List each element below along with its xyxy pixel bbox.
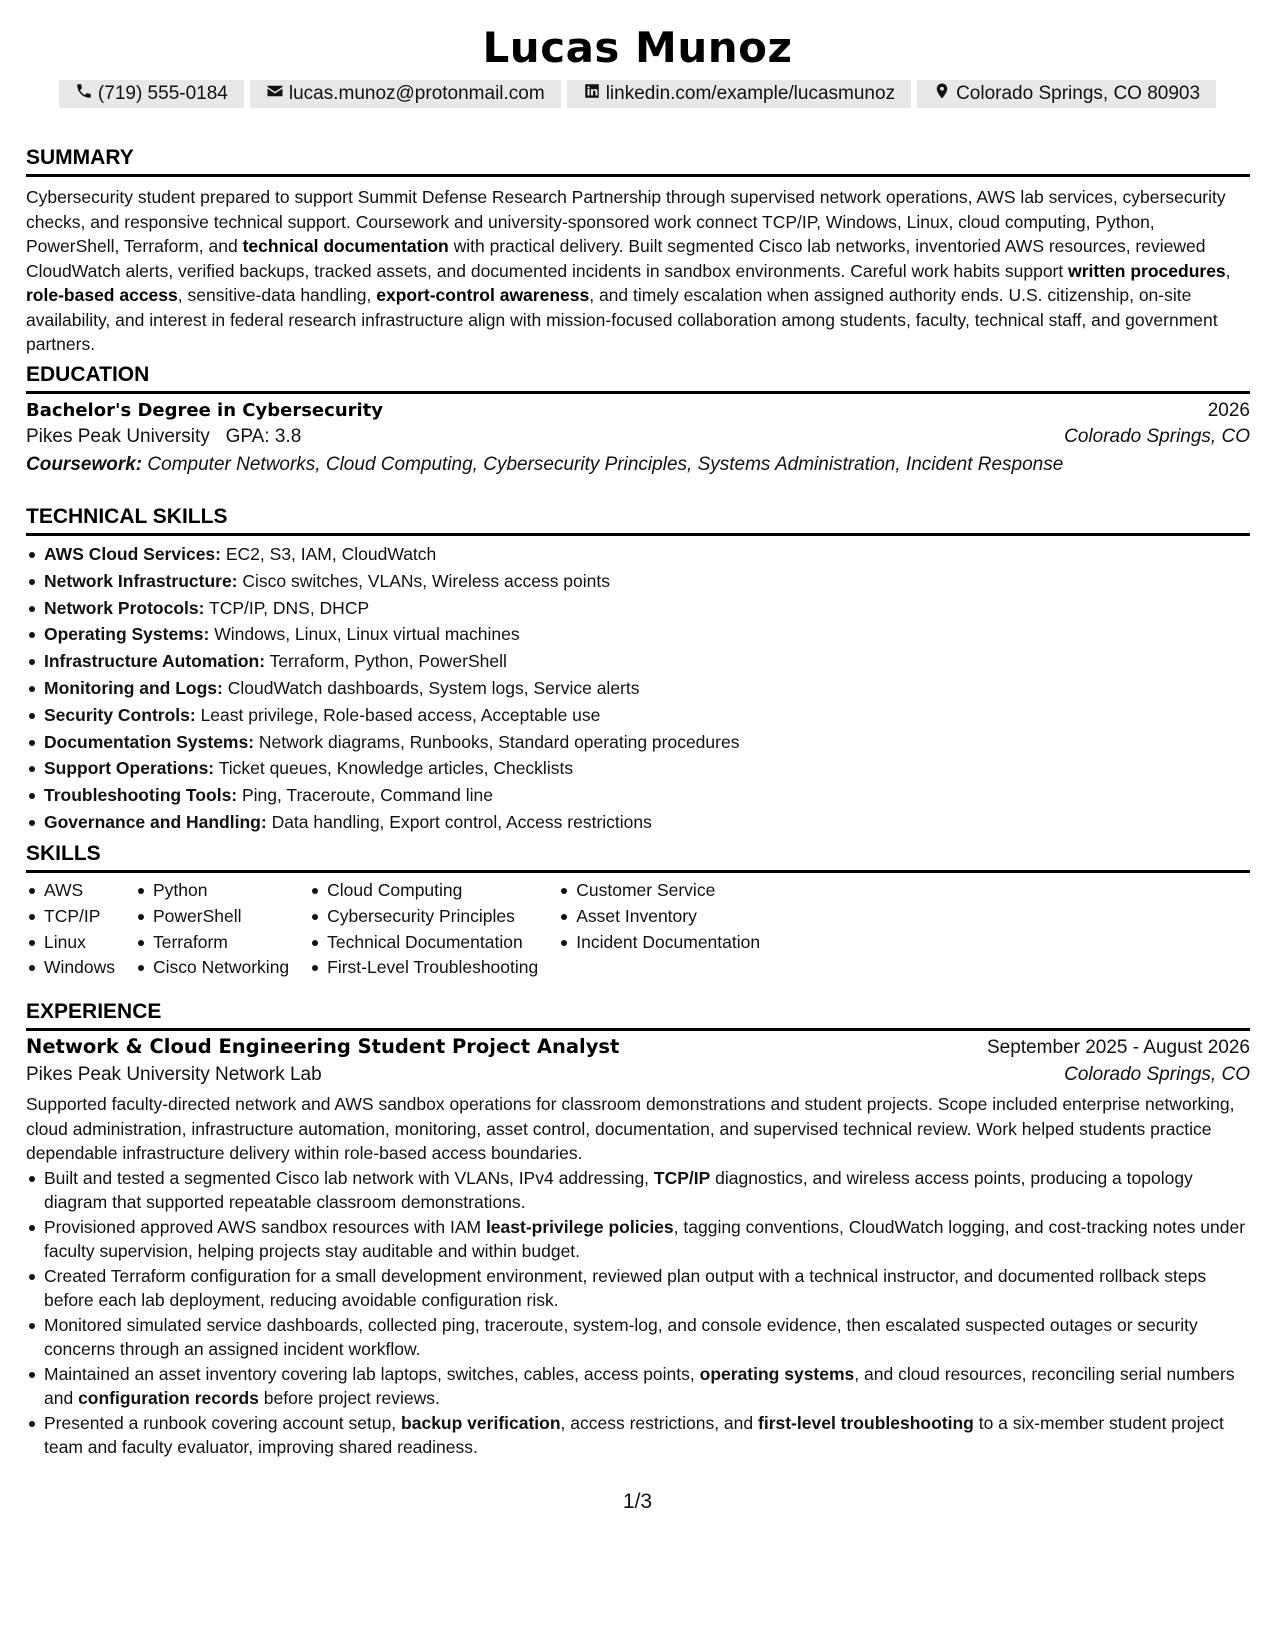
technical-skills-section: [26, 503, 1250, 836]
skill-item: Customer Service: [558, 878, 760, 904]
experience-bullet: [26, 1313, 1250, 1362]
coursework-line: [26, 454, 1250, 476]
section-divider: [26, 391, 1250, 394]
skill-values: Ping, Traceroute, Command line: [242, 785, 493, 806]
section-divider: [26, 870, 1250, 873]
technical-skill-item: [26, 729, 1250, 756]
technical-skill-item: [26, 702, 1250, 729]
bold-phrase: least-privilege policies: [485, 1216, 674, 1237]
degree-title: Bachelor's Degree in Cybersecurity: [26, 400, 384, 421]
skill-item: First-Level Troubleshooting: [309, 955, 538, 981]
text-run: ,: [1225, 260, 1231, 281]
job-location: Colorado Springs, CO: [1064, 1064, 1250, 1085]
skill-category: Network Infrastructure:: [44, 570, 238, 591]
section-divider: [26, 533, 1250, 536]
experience-bullet: [26, 1215, 1250, 1264]
job-org-row: [26, 1064, 1250, 1086]
skill-item: Linux: [26, 930, 115, 956]
skill-values: Terraform, Python, PowerShell: [269, 651, 507, 672]
text-run: to a six-member student project team and faculty evaluator, improving shared readiness.: [44, 1412, 1224, 1457]
skill-values: Ticket queues, Knowledge articles, Checklists: [218, 758, 574, 779]
job-dates: September 2025 - August 2026: [986, 1037, 1250, 1058]
skill-category: Security Controls:: [44, 704, 196, 725]
envelope-icon: [266, 82, 289, 106]
section-title: EXPERIENCE: [26, 1000, 162, 1023]
contact-location: [917, 80, 1216, 108]
text-run: Monitored simulated service dashboards, collected ping, traceroute, system-log, and console evidence, then escalated suspected outages or security concerns through an assigned incident workflow.: [44, 1314, 1198, 1359]
technical-skill-item: [26, 809, 1250, 836]
section-title: EDUCATION: [26, 363, 150, 386]
skills-column: [135, 878, 289, 981]
contact-bar: [0, 80, 1275, 108]
job-title: Network & Cloud Engineering Student Project Analyst: [26, 1035, 620, 1058]
technical-skill-item: [26, 541, 1250, 568]
skill-item: Asset Inventory: [558, 904, 760, 930]
bold-phrase: operating systems: [699, 1363, 855, 1384]
bold-phrase: written procedures: [1068, 260, 1226, 281]
school-name: Pikes Peak University: [26, 426, 210, 447]
linkedin-text: linkedin.com/example/lucasmunoz: [605, 83, 896, 104]
school-row: [26, 426, 1250, 448]
skill-values: Windows, Linux, Linux virtual machines: [214, 624, 520, 645]
text-run: Built and tested a segmented Cisco lab network with VLANs, IPv4 addressing,: [44, 1167, 654, 1188]
skill-values: EC2, S3, IAM, CloudWatch: [225, 544, 437, 564]
job-org: Pikes Peak University Network Lab: [26, 1064, 322, 1085]
skills-column: [309, 878, 538, 981]
skill-item: TCP/IP: [26, 904, 115, 930]
education-row: [26, 400, 1250, 422]
text-run: Cybersecurity student prepared to support Summit Defense Research Partnership through supervised network operations, AWS lab services, cybersecurity checks, and responsive technical support. Coursework and university-sponsored work connect TCP/IP, Windows, Linux, cloud computing, Python, PowerShell, Terraform, and: [26, 187, 1226, 256]
phone-icon: [75, 82, 98, 106]
contact-email[interactable]: [250, 80, 561, 108]
bold-phrase: TCP/IP: [653, 1167, 711, 1188]
job-description: Supported faculty-directed network and AWS sandbox operations for classroom demonstrations and student projects. Scope included enterprise networking, cloud administration, infrastructure automation, monitoring, asset control, documentation, and supervised technical review. Work helped students practice dependable infrastructure delivery within role-based access boundaries.: [26, 1094, 1235, 1163]
section-title: SKILLS: [26, 842, 101, 865]
bold-phrase: first-level troubleshooting: [758, 1412, 974, 1433]
skill-values: Data handling, Export control, Access restrictions: [271, 811, 652, 832]
technical-skill-item: [26, 675, 1250, 702]
technical-skill-item: [26, 621, 1250, 648]
text-run: , and timely escalation when assigned authority ends. U.S. citizenship, on-site availability, and interest in federal research infrastructure align with mission-focused collaboration among students, faculty, technical staff, and government partners.: [26, 285, 1218, 354]
skill-item: Terraform: [135, 930, 289, 956]
experience-bullet: [26, 1362, 1250, 1411]
technical-skill-item: [26, 782, 1250, 809]
coursework-list: Computer Networks, Cloud Computing, Cybersecurity Principles, Systems Administration, Incident Response: [147, 454, 1064, 475]
technical-skill-item: [26, 595, 1250, 622]
bold-phrase: technical documentation: [242, 236, 449, 256]
text-run: , tagging conventions, CloudWatch logging, and cost-tracking notes under faculty supervision, helping projects stay auditable and within budget.: [44, 1216, 1246, 1261]
skill-values: Network diagrams, Runbooks, Standard operating procedures: [258, 731, 740, 752]
skills-column: [26, 878, 115, 981]
candidate-name: Lucas Munoz: [482, 23, 793, 72]
technical-skill-item: [26, 568, 1250, 595]
skill-values: CloudWatch dashboards, System logs, Service alerts: [227, 677, 640, 698]
contact-linkedin[interactable]: [567, 80, 911, 108]
school-location: Colorado Springs, CO: [1064, 426, 1250, 447]
skill-values: Least privilege, Role-based access, Acceptable use: [200, 704, 601, 725]
text-run: with practical delivery. Built segmented Cisco lab networks, inventoried AWS resources, reviewed CloudWatch alerts, verified backups, tracked assets, and documented incidents in sandbox environments. Careful work habits support: [26, 236, 1206, 281]
technical-skills-list: [26, 541, 1250, 836]
skills-column: [558, 878, 760, 981]
skill-category: Monitoring and Logs:: [44, 677, 223, 698]
text-run: diagnostics, and wireless access points, producing a topology diagram that supported repeatable classroom demonstrations.: [44, 1167, 1193, 1212]
skill-item: Technical Documentation: [309, 930, 538, 956]
job-bullets: [26, 1166, 1250, 1460]
skill-item: Incident Documentation: [558, 930, 760, 956]
experience-bullet: [26, 1166, 1250, 1215]
section-title: TECHNICAL SKILLS: [26, 505, 228, 528]
skill-item: Python: [135, 878, 289, 904]
skill-item: Cisco Networking: [135, 955, 289, 981]
graduation-year: 2026: [1207, 400, 1250, 421]
skill-category: Operating Systems:: [44, 624, 210, 645]
gpa: GPA: 3.8: [225, 426, 302, 447]
experience-bullet: [26, 1264, 1250, 1313]
skill-category: Documentation Systems:: [44, 731, 255, 752]
text-run: , access restrictions, and: [560, 1412, 758, 1433]
text-run: Presented a runbook covering account setup,: [44, 1412, 402, 1433]
section-divider: [26, 1028, 1250, 1031]
technical-skill-item: [26, 755, 1250, 782]
coursework-label: Coursework:: [26, 454, 143, 475]
section-title: SUMMARY: [26, 146, 134, 169]
bold-phrase: backup verification: [401, 1412, 561, 1433]
skill-values: TCP/IP, DNS, DHCP: [209, 597, 370, 618]
skill-category: Network Protocols:: [44, 597, 205, 618]
text-run: before project reviews.: [258, 1388, 440, 1408]
phone-text: (719) 555-0184: [97, 83, 228, 104]
text-run: Provisioned approved AWS sandbox resources with IAM: [44, 1216, 486, 1237]
skill-category: Support Operations:: [44, 758, 215, 779]
school-info: [26, 426, 301, 448]
email-text: lucas.munoz@protonmail.com: [288, 83, 545, 104]
location-text: Colorado Springs, CO 80903: [956, 83, 1201, 104]
skill-item: AWS: [26, 878, 115, 904]
text-run: , and cloud resources, reconciling serial numbers and: [44, 1363, 1235, 1408]
education-section: [26, 361, 1250, 476]
skills-section: [26, 840, 1250, 981]
experience-section: [26, 998, 1250, 1460]
skill-category: Troubleshooting Tools:: [44, 785, 238, 806]
bold-phrase: export-control awareness: [376, 285, 590, 305]
summary-text: [26, 185, 1250, 357]
map-marker-icon: [933, 82, 956, 106]
contact-phone: [59, 80, 244, 108]
skill-item: Cloud Computing: [309, 878, 538, 904]
skill-item: Cybersecurity Principles: [309, 904, 538, 930]
skill-category: Infrastructure Automation:: [44, 651, 266, 672]
experience-bullet: [26, 1411, 1250, 1460]
text-run: , sensitive-data handling,: [177, 285, 377, 305]
section-divider: [26, 174, 1250, 177]
page-number: 1/3: [622, 1490, 653, 1513]
skill-item: PowerShell: [135, 904, 289, 930]
job-header: [26, 1035, 1250, 1059]
text-run: Created Terraform configuration for a small development environment, reviewed plan output with a technical instructor, and documented rollback steps before each lab deployment, reducing avoidable configuration risk.: [44, 1265, 1207, 1310]
skill-category: Governance and Handling:: [44, 811, 267, 832]
skill-category: AWS Cloud Services:: [44, 544, 221, 564]
skill-values: Cisco switches, VLANs, Wireless access points: [242, 570, 611, 591]
summary-section: [26, 144, 1250, 357]
skill-item: Windows: [26, 955, 115, 981]
skills-columns: [26, 878, 1250, 981]
bold-phrase: role-based access: [26, 285, 178, 305]
text-run: Maintained an asset inventory covering lab laptops, switches, cables, access points,: [44, 1363, 700, 1384]
bold-phrase: configuration records: [78, 1388, 259, 1408]
technical-skill-item: [26, 648, 1250, 675]
linkedin-icon: [583, 82, 606, 106]
